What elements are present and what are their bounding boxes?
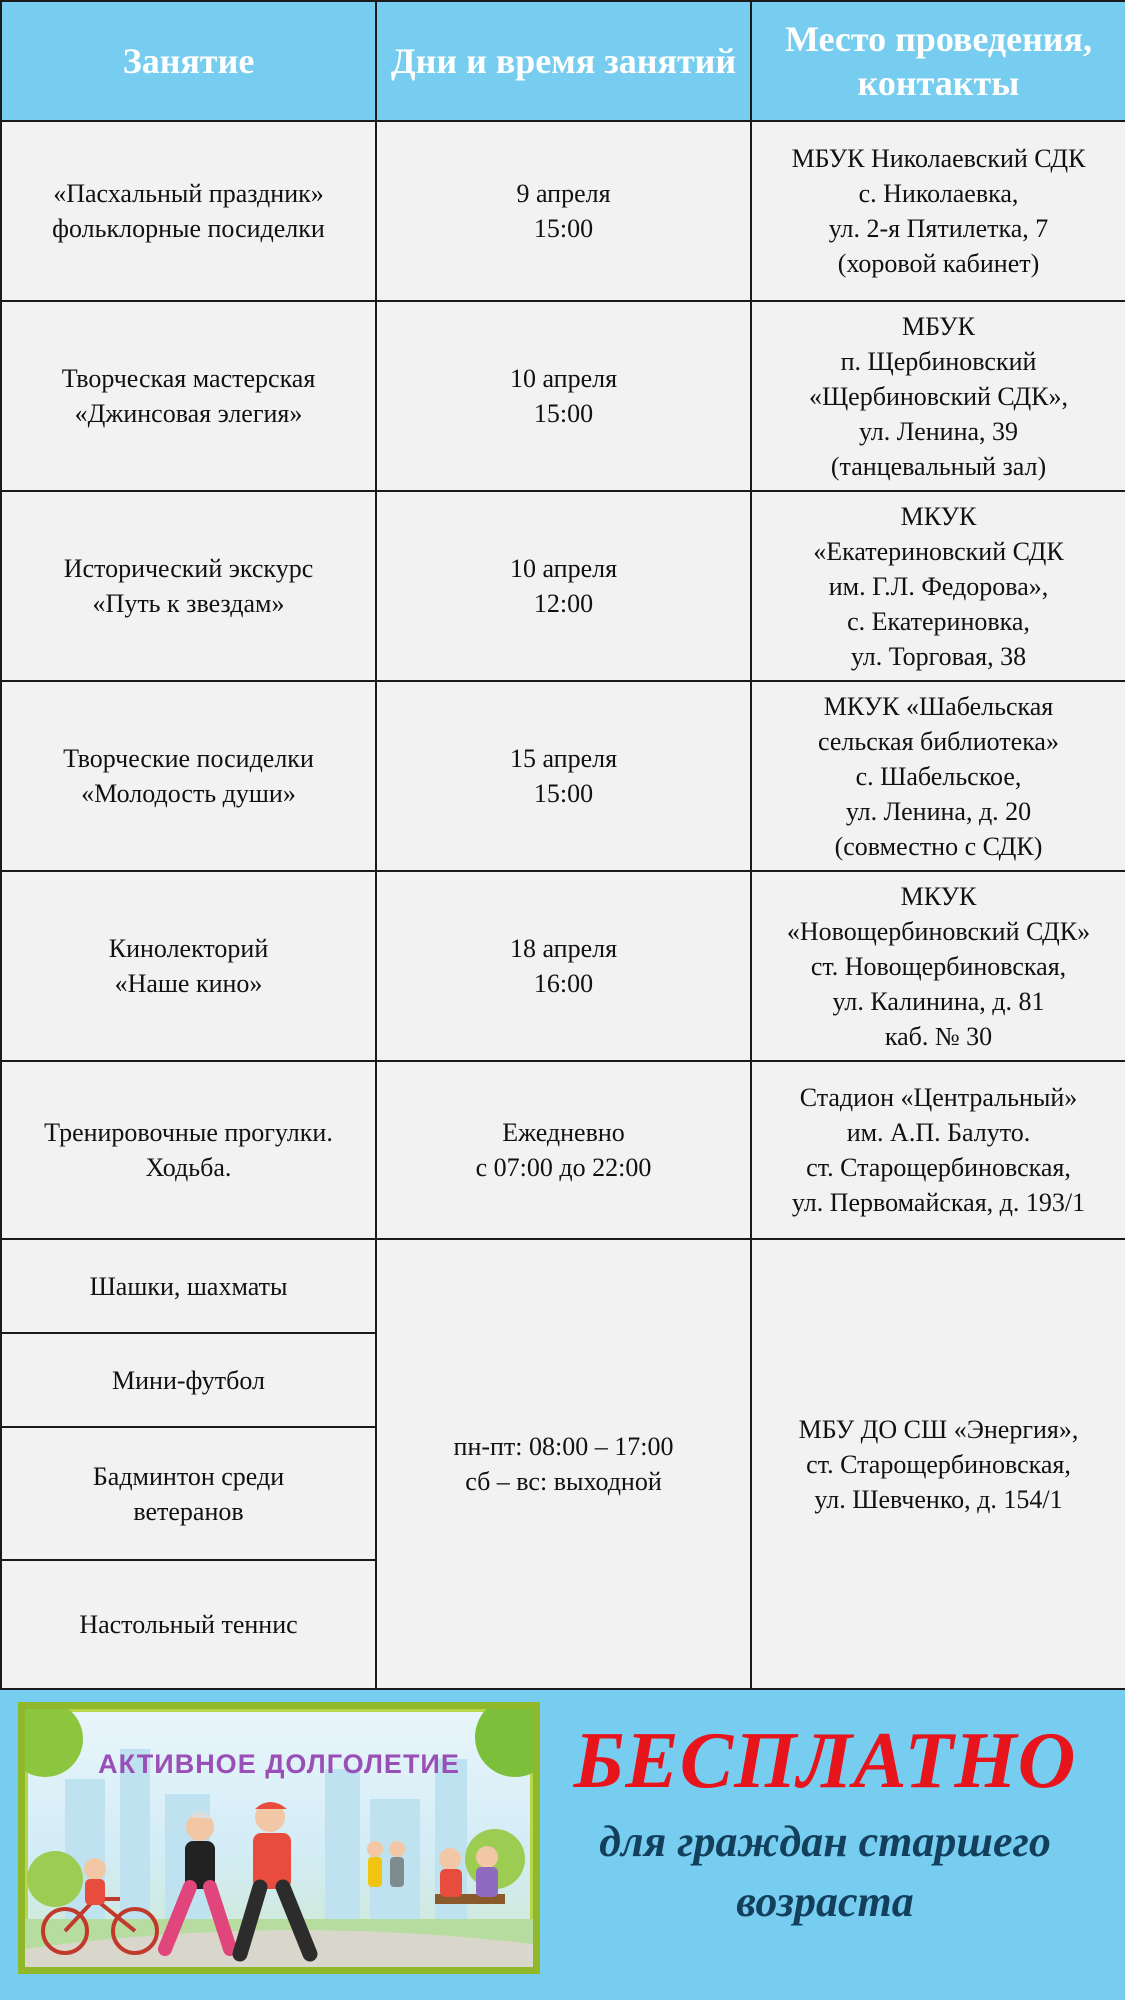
activity-cell-line: Настольный теннис [79, 1610, 298, 1639]
free-subtitle-line: для граждан старшего [599, 1817, 1051, 1866]
activity-cell [1, 1239, 376, 1333]
activity-cell [1, 1333, 376, 1427]
time-cell-line: 9 апреля [516, 179, 611, 208]
place-cell-line: ул. Торговая, 38 [850, 641, 1027, 671]
place-cell-line: «Щербиновский СДК», [808, 381, 1069, 411]
poster-title: АКТИВНОЕ ДОЛГОЛЕТИЕ [98, 1749, 460, 1779]
place-cell [751, 491, 1125, 681]
table-row [1, 1061, 1125, 1239]
activity-cell-line: «Наше кино» [114, 969, 263, 998]
activity-cell-line: Ходьба. [145, 1153, 232, 1182]
table-row [1, 121, 1125, 301]
activity-cell [1, 301, 376, 491]
place-cell-line: «Екатериновский СДК [813, 536, 1064, 566]
free-notice [560, 1718, 1090, 1932]
place-cell-line: МБУК Николаевский СДК [791, 144, 1086, 173]
place-cell-line: «Новощербиновский СДК» [786, 916, 1091, 946]
time-cell-line: 18 апреля [509, 934, 618, 963]
table-row [1, 681, 1125, 871]
place-cell-line: ст. Старощербиновская, [806, 1153, 1071, 1182]
place-cell-line: им. А.П. Балуто. [846, 1118, 1031, 1147]
activity-cell-line: «Путь к звездам» [92, 589, 285, 618]
place-cell-line: ул. Шевченко, д. 154/1 [814, 1484, 1063, 1514]
time-cell-line: пн-пт: 08:00 – 17:00 [453, 1432, 674, 1461]
time-cell [376, 1061, 751, 1239]
place-cell-line: им. Г.Л. Федорова», [828, 571, 1049, 601]
place-cell-line: сельская библиотека» [818, 726, 1059, 756]
time-cell [376, 491, 751, 681]
header-activity: Занятие [1, 1, 376, 121]
place-cell-line: п. Щербиновский [840, 346, 1037, 376]
place-cell-line: с. Шабельское, [855, 761, 1022, 791]
activity-cell-line: «Пасхальный праздник» [53, 179, 324, 208]
place-cell-line: Стадион «Центральный» [799, 1083, 1078, 1112]
place-cell-line: МКУК [900, 501, 977, 531]
time-cell-line: 15:00 [533, 399, 594, 428]
activity-cell [1, 1560, 376, 1689]
time-cell-line: Ежедневно [502, 1118, 625, 1147]
free-subtitle [560, 1812, 1090, 1932]
place-cell-line: ул. Первомайская, д. 193/1 [791, 1188, 1086, 1217]
activity-cell [1, 121, 376, 301]
place-cell-line: ст. Новощербиновская, [810, 951, 1067, 981]
table-row [1, 1239, 1125, 1333]
place-cell-line: МКУК [900, 881, 977, 911]
place-cell-line: МКУК «Шабельская [823, 691, 1054, 721]
poster-illustration [25, 1709, 533, 1967]
time-cell-line: 12:00 [533, 589, 594, 618]
activity-cell-line: ветеранов [133, 1496, 244, 1526]
place-cell-line: с. Екатериновка, [847, 606, 1030, 636]
activity-cell [1, 871, 376, 1061]
time-cell [376, 871, 751, 1061]
activity-cell [1, 681, 376, 871]
place-cell [751, 121, 1125, 301]
time-cell [376, 121, 751, 301]
activity-cell-line: Творческие посиделки [63, 744, 314, 773]
place-cell-line: с. Николаевка, [858, 179, 1019, 208]
place-cell-line: МБУК [902, 311, 975, 341]
time-cell [376, 681, 751, 871]
place-cell [751, 1239, 1125, 1689]
free-title: БЕСПЛАТНО [573, 1717, 1077, 1805]
activity-cell-line: «Джинсовая элегия» [74, 399, 303, 428]
place-cell-line: (хоровой кабинет) [837, 249, 1040, 278]
activity-cell [1, 491, 376, 681]
activity-cell-line: Бадминтон среди [92, 1461, 285, 1491]
table-row [1, 871, 1125, 1061]
time-cell-line: 10 апреля [509, 554, 618, 583]
place-cell-line: каб. № 30 [884, 1021, 993, 1051]
time-cell [376, 1239, 751, 1689]
activity-cell-line: Творческая мастерская [61, 364, 316, 393]
place-cell-line: (танцевальный зал) [830, 451, 1047, 481]
activity-cell [1, 1061, 376, 1239]
table-row [1, 491, 1125, 681]
place-cell-line: ст. Старощербиновская, [806, 1449, 1071, 1479]
footer-banner [0, 1688, 1125, 2000]
place-cell-line: (совместно с СДК) [834, 831, 1043, 861]
place-cell-line: ул. Ленина, 39 [858, 416, 1019, 446]
time-cell-line: сб – вс: выходной [465, 1467, 662, 1496]
time-cell-line: 15:00 [533, 214, 594, 243]
header-place: Место проведения, контакты [751, 1, 1125, 121]
time-cell-line: 15 апреля [509, 744, 618, 773]
time-cell [376, 301, 751, 491]
place-cell [751, 301, 1125, 491]
place-cell-line: ул. Калинина, д. 81 [832, 986, 1045, 1016]
activity-cell-line: Мини-футбол [112, 1365, 265, 1395]
place-cell [751, 681, 1125, 871]
activity-cell-line: Тренировочные прогулки. [44, 1118, 333, 1147]
place-cell-line: ул. 2-я Пятилетка, 7 [828, 214, 1049, 243]
time-cell-line: 15:00 [533, 779, 594, 808]
activity-cell-line: Шашки, шахматы [89, 1271, 288, 1301]
free-subtitle-line: возраста [736, 1877, 914, 1926]
time-cell-line: с 07:00 до 22:00 [475, 1153, 652, 1182]
time-cell-line: 10 апреля [509, 364, 618, 393]
time-cell-line: 16:00 [533, 969, 594, 998]
activity-cell-line: «Молодость души» [81, 779, 296, 808]
place-cell-line: ул. Ленина, д. 20 [845, 796, 1032, 826]
active-longevity-poster [18, 1702, 540, 1974]
place-cell [751, 871, 1125, 1061]
activity-cell [1, 1427, 376, 1560]
place-cell [751, 1061, 1125, 1239]
activity-cell-line: фольклорные посиделки [52, 214, 325, 243]
header-row [1, 1, 1125, 121]
table-row [1, 301, 1125, 491]
activity-cell-line: Исторический экскурс [63, 554, 314, 583]
activity-cell-line: Кинолекторий [108, 934, 269, 963]
header-time: Дни и время занятий [376, 1, 751, 121]
place-cell-line: МБУ ДО СШ «Энергия», [798, 1414, 1079, 1444]
